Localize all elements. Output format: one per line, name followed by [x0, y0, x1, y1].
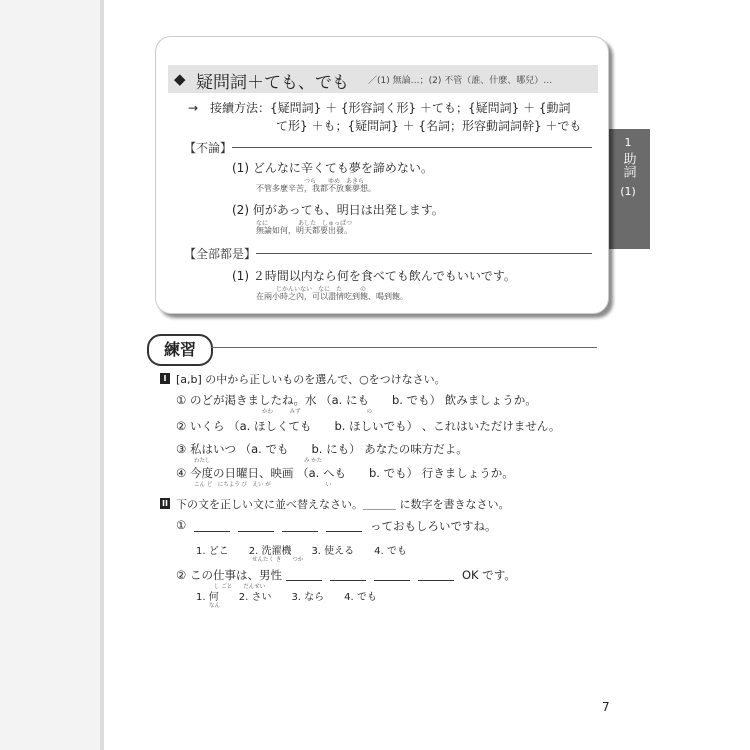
- q2-item-2-suffix: OK です。: [462, 568, 516, 582]
- question-1-number: I: [160, 373, 170, 384]
- q2-item-2-prefix: ② この仕事は、男性: [176, 568, 282, 582]
- answer-blank[interactable]: [330, 580, 366, 581]
- answer-blank[interactable]: [326, 531, 362, 532]
- q2-item-2-options-ruby: なん: [209, 603, 221, 609]
- practice-divider: [211, 347, 597, 348]
- answer-blank[interactable]: [418, 580, 454, 581]
- answer-blank[interactable]: [238, 531, 274, 532]
- diamond-icon: ◆: [174, 70, 186, 88]
- question-2-number: II: [160, 498, 170, 509]
- page-number: 7: [602, 700, 610, 714]
- example-2-ruby: なに あした しゅっぱつ: [256, 220, 353, 227]
- question-2-instruction: 下の文を正しい文に並べ替えなさい。＿＿＿ に数字を書きなさい。: [176, 498, 510, 511]
- section-label-1: 【不論】: [184, 141, 233, 155]
- question-1-instruction: [a,b] の中から正しいものを選んで、○をつけなさい。: [176, 373, 446, 386]
- example-3: (1) ２時間以内なら何を食べても飲んでもいいです。: [232, 269, 516, 283]
- chapter-number: 1: [624, 136, 632, 149]
- q2-item-2-prefix-ruby: し ごと だんせい: [214, 584, 266, 590]
- q2-item-1-options: 1. どこ 2. 洗濯機 3. 使える 4. でも: [196, 546, 407, 557]
- q1-item-4-ruby: こん ど にちよう び えい が い: [194, 482, 332, 488]
- section-divider-1: [232, 147, 592, 148]
- grammar-subtitle: ／(1) 無論…；(2) 不管（誰、什麼、哪兒）…: [368, 76, 553, 86]
- chapter-sub: (1): [620, 185, 636, 198]
- q1-item-4: ④ 今度の日曜日、映画 （a. へも b. でも） 行きましょうか。: [176, 466, 514, 480]
- section-label-2: 【全部都是】: [184, 247, 257, 261]
- q2-item-1-options-ruby: せんたく き つか: [252, 557, 304, 563]
- chapter-tab: [606, 129, 650, 249]
- example-2: (2) 何があっても、明日は出発します。: [232, 203, 444, 217]
- example-1: (1) どんなに辛くても夢を諦めない。: [232, 161, 433, 175]
- answer-blank[interactable]: [286, 580, 322, 581]
- section-divider-2: [256, 253, 592, 254]
- example-3-ruby: じかんいない なに た の: [276, 286, 367, 293]
- connection-line-1: 接續方法：{疑問詞} ＋ {形容詞く形} ＋ても；{疑問詞} ＋ {動詞: [210, 101, 571, 115]
- q1-item-3-ruby: わたし み かた: [194, 458, 323, 464]
- grammar-card: [155, 36, 609, 314]
- q1-item-1: ① のどが渇きましたね。水 （a. にも b. でも） 飲みましょうか。: [176, 393, 537, 407]
- chapter-label: 助詞: [620, 152, 636, 178]
- q1-item-3: ③ 私はいつ （a. でも b. にも） あなたの味方だよ。: [176, 442, 468, 456]
- example-2-translation: 無論如何，明天都要出發。: [256, 226, 352, 235]
- q2-item-1-suffix: っておもしろいですね。: [370, 519, 497, 533]
- example-1-translation: 不管多麼辛苦，我都不放棄夢想。: [256, 184, 376, 193]
- practice-heading: 練習: [147, 334, 213, 366]
- q2-item-2-options: 1. 何 2. さい 3. なら 4. でも: [196, 592, 377, 603]
- example-3-translation: 在兩小時之內，可以盡情吃到飽、喝到飽。: [256, 292, 408, 301]
- connection-line-2: て形} ＋も；{疑問詞} ＋ {名詞；形容動詞詞幹} ＋でも: [276, 119, 582, 133]
- answer-blank[interactable]: [374, 580, 410, 581]
- q1-item-2: ② いくら （a. ほしくても b. ほしいでも） 、これはいただけません。: [176, 419, 561, 433]
- example-1-ruby: つら ゆめ あきら: [304, 178, 365, 185]
- answer-blank[interactable]: [194, 531, 230, 532]
- answer-blank[interactable]: [282, 531, 318, 532]
- grammar-title: 疑問詞＋ても、でも: [196, 73, 349, 93]
- grammar-header: [168, 65, 598, 93]
- q2-item-1-prefix: ①: [176, 518, 187, 532]
- q1-item-1-ruby: かわ みず の: [262, 409, 373, 415]
- arrow-right-icon: →: [188, 101, 199, 115]
